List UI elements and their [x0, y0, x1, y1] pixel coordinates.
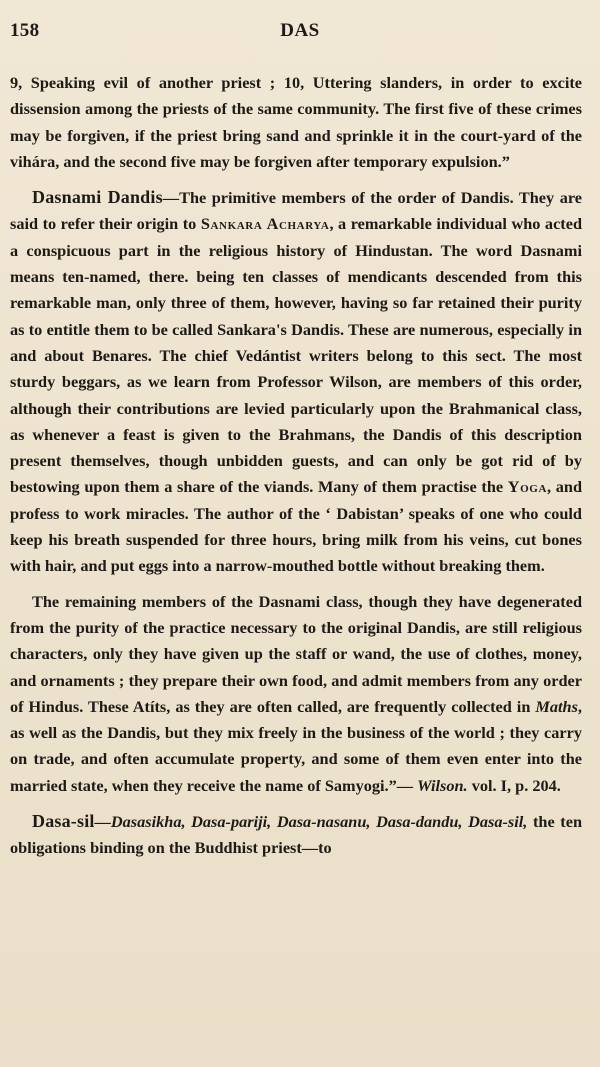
citation-author: Wilson.	[417, 775, 468, 795]
citation-ref: vol. I, p. 204.	[467, 775, 561, 795]
entry-term: Dasa-sil	[32, 811, 95, 832]
running-head: DAS	[280, 20, 320, 41]
italic-term: Maths	[535, 696, 578, 716]
entry-text: , a remarkable individual who acted a conspicuous part in the religious history of Hindustan. The word Dasnami means ten-named, there. being ten classes of mendicants descended from this remarkable man, only three of them, however, having so far retained their purity as to entitle them to be called Sankara's Dandis. These are numerous, especially in and about Benares. The chief Vedántist writers belong to this sect. The most sturdy beggars, as we learn from Professor Wilson, are members of this order, although their contributions are levied particularly upon the Brahmanical class, as whenever a feast is given to the Brahmans, the Dandis of this description present themselves, though unbidden guests, and can only be got rid of by bestowing upon them a share of the viands. Many of them practise the	[10, 214, 583, 497]
entry-term: Dasnami Dandis	[32, 187, 163, 208]
entry-text: —The primitive members of the order of Dandis. They are said to refer their origin to	[10, 188, 582, 234]
italic-synonyms: —Dasasikha, Dasa-pariji, Dasa-nasanu, Dasa-dandu, Dasa-sil,	[94, 812, 528, 832]
entry-text: , and profess to work miracles. The author of the ‘ Dabistan’ speaks of one who could keep his breath suspended for three hours, bring milk from his veins, cut bones with hair, and put eggs into a narrow-mouthed bottle without breaking them.	[10, 477, 582, 576]
paragraph-text: , as well as the Dandis, but they mix freely in the business of the world ; they carry on trade, and often accumulate property, and some of them even enter into the married state, when they receive the name of Samyogi.”—	[10, 696, 582, 795]
paragraph-continuation: 9, Speaking evil of another priest ; 10, Uttering slanders, in order to excite dissension among the priests of the same community. The first five of these crimes may be forgiven, if the priest bring sand and sprinkle it in the court-yard of the vihára, and the second five may be forgiven after temporary expulsion.”	[10, 73, 582, 171]
small-caps-term: Yoga	[507, 477, 547, 497]
small-caps-name: Sankara Acharya	[200, 214, 330, 234]
paragraph-remaining-members	[10, 589, 582, 799]
entry-dasnami-dandis	[10, 184, 582, 579]
entry-text: the ten obligations binding on the Buddhist priest—to	[10, 812, 582, 858]
page-header	[10, 20, 590, 44]
paragraph-text: The remaining members of the Dasnami class, though they have degenerated from the purity of the practice necessary to the original Dandis, are still religious characters, only they have given up the staff or wand, the use of clothes, money, and ornaments ; they prepare their own food, and admit members from any order of Hindus. These Atíts, as they are often called, are frequently collected in	[10, 591, 582, 716]
body-text	[10, 70, 582, 862]
entry-dasa-sil	[10, 808, 582, 862]
page-number: 158	[10, 20, 40, 41]
